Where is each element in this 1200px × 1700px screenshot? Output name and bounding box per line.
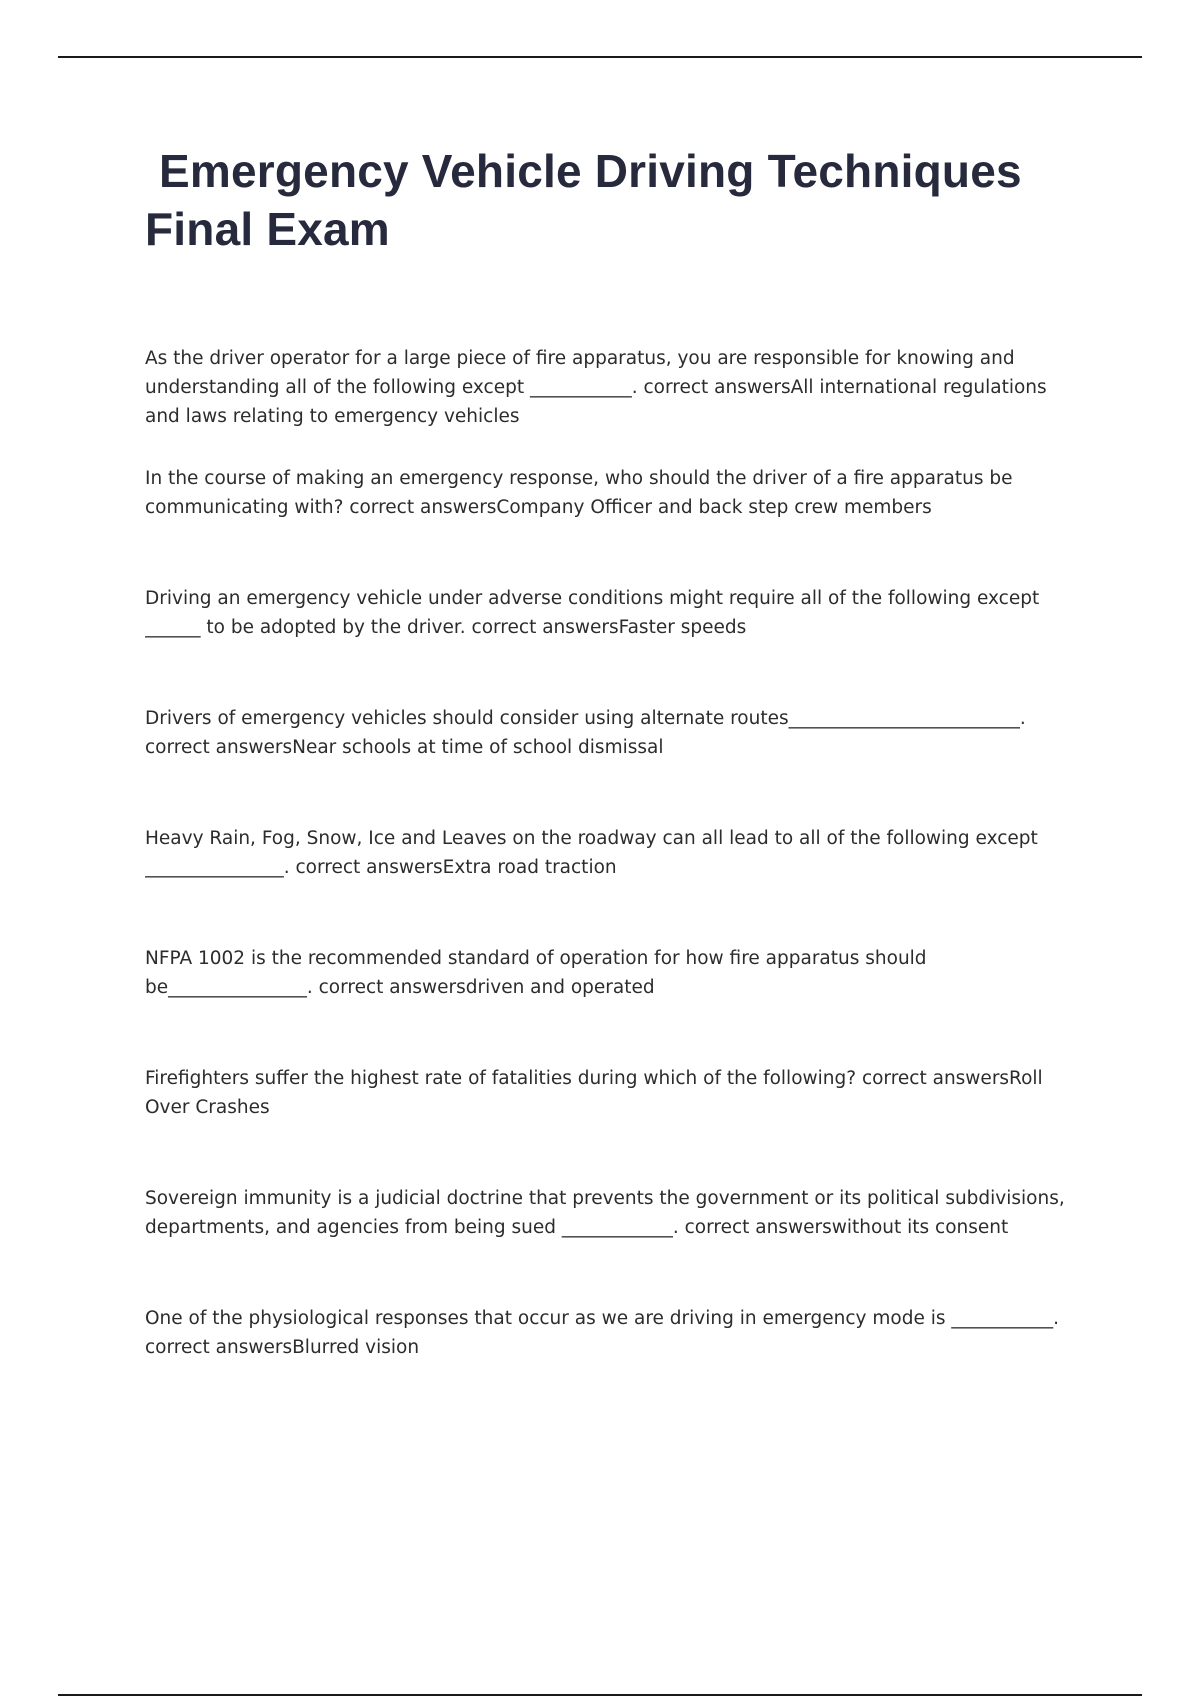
question-item-5: Heavy Rain, Fog, Snow, Ice and Leaves on the roadway can all lead to all of the following except _______________. correct answersExtra road traction [145, 828, 1038, 878]
title-line-1: Emergency Vehicle Driving Techniques [159, 145, 1022, 197]
document-title [145, 142, 1105, 258]
question-item-7: Firefighters suffer the highest rate of fatalities during which of the following? correct answersRoll Over Crashes [145, 1068, 1043, 1118]
bottom-rule [58, 1694, 1142, 1696]
question-item-8: Sovereign immunity is a judicial doctrine that prevents the government or its political subdivisions, departments, and agencies from being sued ____________. correct answerswithout its consent [145, 1188, 1065, 1238]
title-line-2: Final Exam [145, 203, 390, 255]
top-rule [58, 56, 1142, 58]
question-item-9: One of the physiological responses that occur as we are driving in emergency mode is ___________. correct answersBlurred vision [145, 1308, 1060, 1358]
question-item-1: As the driver operator for a large piece of fire apparatus, you are responsible for knowing and understanding all of the following except ___________. correct answersAll international regulations and laws relating to emergency vehicles [145, 348, 1047, 427]
question-item-2: In the course of making an emergency response, who should the driver of a fire apparatus be communicating with? correct answersCompany Officer and back step crew members [145, 468, 1013, 518]
question-list [145, 344, 1085, 1424]
question-item-6: NFPA 1002 is the recommended standard of operation for how fire apparatus should be_______________. correct answersdriven and operated [145, 948, 927, 998]
question-item-3: Driving an emergency vehicle under adverse conditions might require all of the following except ______ to be adopted by the driver. correct answersFaster speeds [145, 588, 1040, 638]
question-item-4: Drivers of emergency vehicles should consider using alternate routes_________________________. correct answersNear schools at time of school dismissal [145, 708, 1026, 758]
